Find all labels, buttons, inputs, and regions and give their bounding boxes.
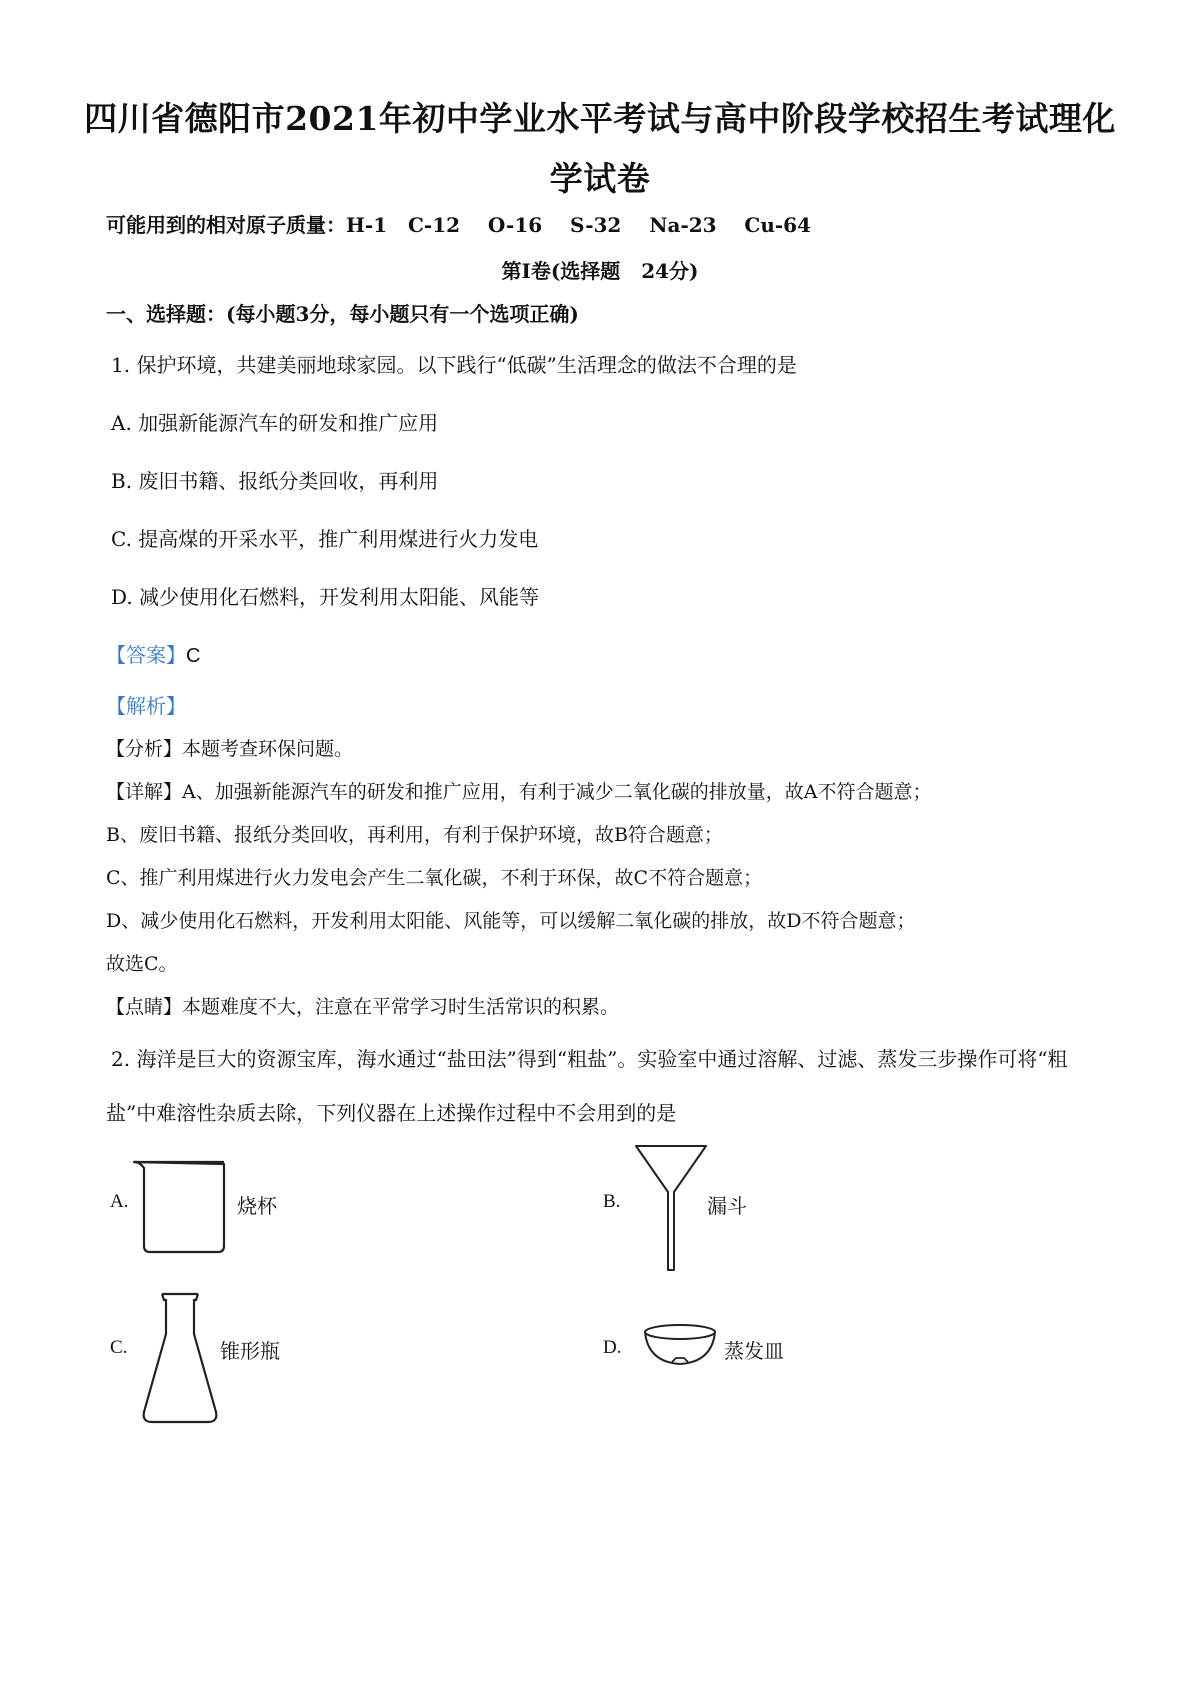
analysis-line: D、减少使用化石燃料，开发利用太阳能、风能等，可以缓解二氧化碳的排放，故D不符合题意；	[106, 910, 916, 932]
question-1-option-d: D. 减少使用化石燃料，开发利用太阳能、风能等	[111, 585, 540, 609]
analysis-line: 【点睛】本题难度不大，注意在平常学习时生活常识的积累。	[106, 996, 620, 1018]
evaporating-dish-icon	[642, 1322, 718, 1368]
answer-value: C	[186, 645, 201, 667]
answer-label: 【答案】	[106, 643, 186, 667]
question-1-option-c: C. 提高煤的开采水平，推广利用煤进行火力发电	[111, 527, 539, 551]
option-c-letter: C.	[110, 1337, 128, 1358]
analysis-line: C、推广利用煤进行火力发电会产生二氧化碳，不利于环保，故C不符合题意；	[106, 867, 763, 889]
analysis-label: 【解析】	[106, 694, 186, 718]
analysis-line: 【分析】本题考查环保问题。	[106, 738, 354, 760]
question-1-stem: 1. 保护环境，共建美丽地球家园。以下践行“低碳”生活理念的做法不合理的是	[111, 353, 797, 377]
volume-title: 第Ⅰ卷(选择题 24分)	[501, 259, 699, 283]
option-a-name: 烧杯	[237, 1194, 277, 1218]
conical-flask-icon	[140, 1290, 220, 1425]
page-title-line1: 四川省德阳市2021年初中学业水平考试与高中阶段学校招生考试理化	[84, 99, 1116, 138]
question-1-option-a: A. 加强新能源汽车的研发和推广应用	[111, 411, 439, 435]
atomic-masses: 可能用到的相对原子质量：H-1 C-12 O-16 S-32 Na-23 Cu-64	[106, 213, 812, 237]
question-2-stem-line1: 2. 海洋是巨大的资源宝库，海水通过“盐田法”得到“粗盐”。实验室中通过溶解、过滤、蒸发三步操作可将“粗	[111, 1047, 1068, 1071]
section-title: 一、选择题：(每小题3分，每小题只有一个选项正确)	[106, 302, 579, 326]
option-b-letter: B.	[603, 1191, 621, 1212]
option-a-letter: A.	[110, 1191, 129, 1212]
beaker-icon	[128, 1158, 228, 1258]
analysis-line: 【详解】A、加强新能源汽车的研发和推广应用，有利于减少二氧化碳的排放量，故A不符合题意；	[106, 781, 932, 803]
answer-row	[106, 639, 200, 668]
question-1-option-b: B. 废旧书籍、报纸分类回收，再利用	[111, 469, 439, 493]
question-2-stem-line2: 盐”中难溶性杂质去除，下列仪器在上述操作过程中不会用到的是	[106, 1101, 677, 1125]
option-c-name: 锥形瓶	[220, 1339, 280, 1363]
analysis-line: B、废旧书籍、报纸分类回收，再利用，有利于保护环境，故B符合题意；	[106, 824, 723, 846]
page-title-line2: 学试卷	[549, 159, 651, 198]
option-d-letter: D.	[603, 1337, 622, 1358]
funnel-icon	[634, 1142, 708, 1272]
option-d-name: 蒸发皿	[724, 1339, 784, 1363]
option-b-name: 漏斗	[707, 1194, 747, 1218]
analysis-line: 故选C。	[106, 953, 178, 975]
